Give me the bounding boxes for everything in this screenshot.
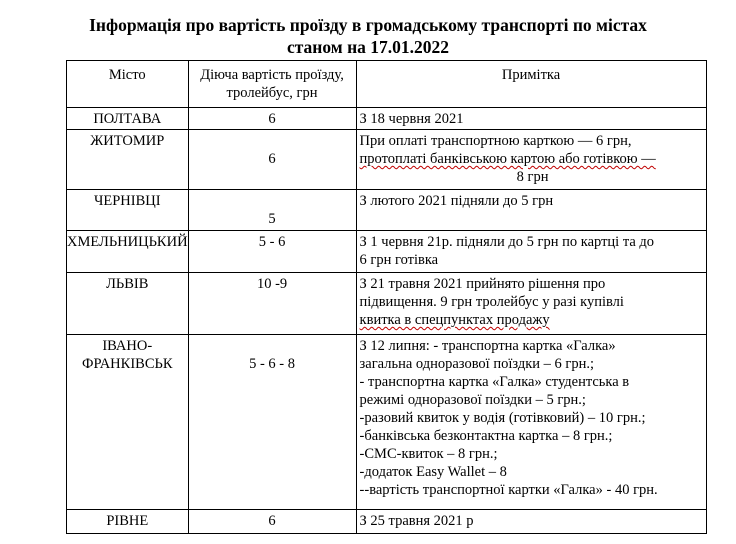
header-price-line-2: тролейбус, грн	[226, 85, 318, 101]
row-note	[356, 335, 706, 510]
note-line: З лютого 2021 підняли до 5 грн	[359, 193, 554, 209]
note-line: З 21 травня 2021 прийнято рішення про	[359, 276, 606, 292]
note-line: З 25 травня 2021 р	[359, 513, 474, 529]
table-row	[67, 130, 707, 190]
note-line	[360, 150, 706, 168]
note-line: 8 грн	[516, 169, 549, 185]
row-note	[356, 510, 706, 534]
row-price: 6	[188, 510, 356, 534]
note-line: При оплаті транспортною карткою — 6 грн,	[359, 133, 632, 149]
table-row	[67, 108, 707, 130]
note-line-text: протоплаті банківською картою або готівкою —	[359, 151, 656, 167]
note-line: --вартість транспортної картки «Галка» - 40 грн.	[359, 482, 658, 498]
row-note	[356, 273, 706, 335]
row-note	[356, 231, 706, 273]
note-line: 6 грн готівка	[359, 252, 439, 268]
note-line: підвищення. 9 грн тролейбус у разі купівлі	[359, 294, 624, 310]
table-row	[67, 231, 707, 273]
table-row	[67, 335, 707, 510]
row-price: 5 - 6	[188, 231, 356, 273]
note-line: -СМС-квиток – 8 грн.;	[359, 446, 498, 462]
row-city: ХМЕЛЬНИЦЬКИЙ	[67, 231, 189, 273]
note-line: режимі одноразової поїздки – 5 грн.;	[359, 392, 586, 408]
title-line-1: Інформація про вартість проїзду в громадському транспорті по містах	[89, 15, 647, 35]
note-line: -банківська безконтактна картка – 8 грн.;	[359, 428, 613, 444]
note-line	[360, 311, 706, 329]
note-line: - транспортна картка «Галка» студентська в	[359, 374, 630, 390]
row-city: ЖИТОМИР	[67, 130, 189, 190]
row-city: ЧЕРНІВЦІ	[67, 190, 189, 231]
row-price: 5 - 6 - 8	[188, 335, 356, 510]
row-price: 10 -9	[188, 273, 356, 335]
row-price: 5	[188, 190, 356, 231]
row-note	[356, 130, 706, 190]
row-city-line-1: ІВАНО-	[102, 338, 153, 354]
row-city	[67, 335, 189, 510]
note-line: З 18 червня 2021	[359, 111, 464, 127]
header-city: Місто	[67, 61, 189, 108]
header-price	[188, 61, 356, 108]
row-price: 6	[188, 108, 356, 130]
row-city: ЛЬВІВ	[67, 273, 189, 335]
row-note	[356, 190, 706, 231]
table-header-row	[67, 61, 707, 108]
row-price: 6	[188, 130, 356, 190]
table-row	[67, 273, 707, 335]
note-line: -додаток Easy Wallet – 8	[359, 464, 507, 480]
row-city: ПОЛТАВА	[67, 108, 189, 130]
note-line-text: квитка в спецпунктах продажу	[359, 312, 550, 328]
note-line: З 1 червня 21р. підняли до 5 грн по картці та до	[359, 234, 655, 250]
row-city-line-2: ФРАНКІВСЬК	[82, 356, 173, 372]
row-city: РІВНЕ	[67, 510, 189, 534]
title-line-2: станом на 17.01.2022	[286, 37, 450, 57]
document-title	[0, 14, 736, 58]
row-note	[356, 108, 706, 130]
header-price-line-1: Діюча вартість проїзду,	[200, 67, 344, 83]
note-line: загальна одноразової поїздки – 6 грн.;	[359, 356, 595, 372]
header-note: Примітка	[356, 61, 706, 108]
note-line: -разовий квиток у водія (готівковий) – 10 грн.;	[359, 410, 646, 426]
fare-table	[66, 60, 707, 534]
table-row	[67, 190, 707, 231]
note-line: З 12 липня: - транспортна картка «Галка»	[359, 338, 616, 354]
table-row	[67, 510, 707, 534]
